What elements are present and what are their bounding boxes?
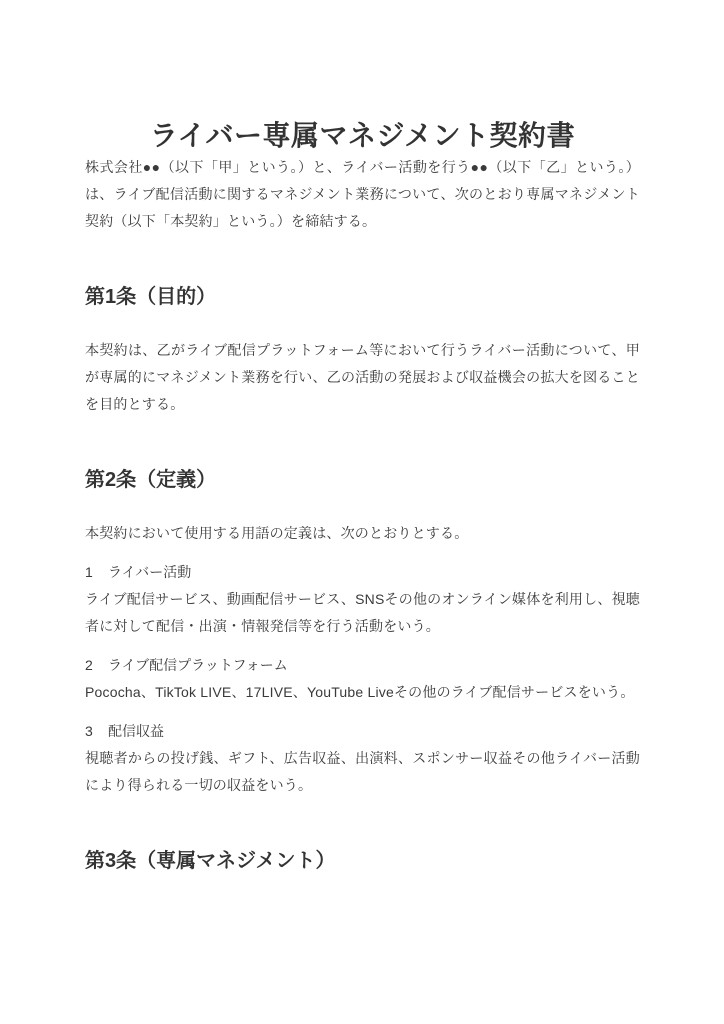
definition-1-number: 1 [85, 564, 93, 580]
definition-1-text: ライブ配信サービス、動画配信サービス、SNSその他のオンライン媒体を利用し、視聴者に対して配信・出演・情報発信等を行う活動をいう。 [85, 591, 640, 634]
definition-item-3 [85, 718, 640, 799]
definition-2-term-line [85, 652, 640, 679]
preamble-paragraph: 株式会社●●（以下「甲」という。）と、ライバー活動を行う●●（以下「乙」という。）は、ライブ配信活動に関するマネジメント業務について、次のとおり専属マネジメント契約（以下「本契約」という。）を締結する。 [85, 159, 640, 229]
definition-2-term: ライブ配信プラットフォーム [108, 657, 288, 673]
definition-1-term: ライバー活動 [108, 564, 192, 580]
definition-3-term-line [85, 718, 640, 745]
definition-1-term-line [85, 559, 640, 586]
definition-2-text: Pococha、TikTok LIVE、17LIVE、YouTube Liveその他のライブ配信サービスをいう。 [85, 684, 635, 700]
section-article-1 [85, 285, 640, 418]
article-2-heading: 第2条（定義） [85, 469, 217, 491]
article-1-heading: 第1条（目的） [85, 286, 217, 308]
document-title: ライバー専属マネジメント契約書 [149, 120, 576, 151]
section-article-2 [85, 468, 640, 799]
definition-item-2 [85, 652, 640, 706]
definition-2-number: 2 [85, 657, 93, 673]
definition-3-text: 視聴者からの投げ銭、ギフト、広告収益、出演料、スポンサー収益その他ライバー活動により得られる一切の収益をいう。 [85, 750, 640, 793]
article-1-paragraph: 本契約は、乙がライブ配信プラットフォーム等において行うライバー活動について、甲が専属的にマネジメント業務を行い、乙の活動の発展および収益機会の拡大を図ることを目的とする。 [85, 342, 640, 412]
article-2-intro-paragraph: 本契約において使用する用語の定義は、次のとおりとする。 [85, 525, 469, 541]
definition-3-number: 3 [85, 723, 93, 739]
article-3-heading: 第3条（専属マネジメント） [85, 850, 336, 872]
definition-3-term: 配信収益 [108, 723, 164, 739]
section-article-3 [85, 849, 640, 874]
definition-item-1 [85, 559, 640, 640]
